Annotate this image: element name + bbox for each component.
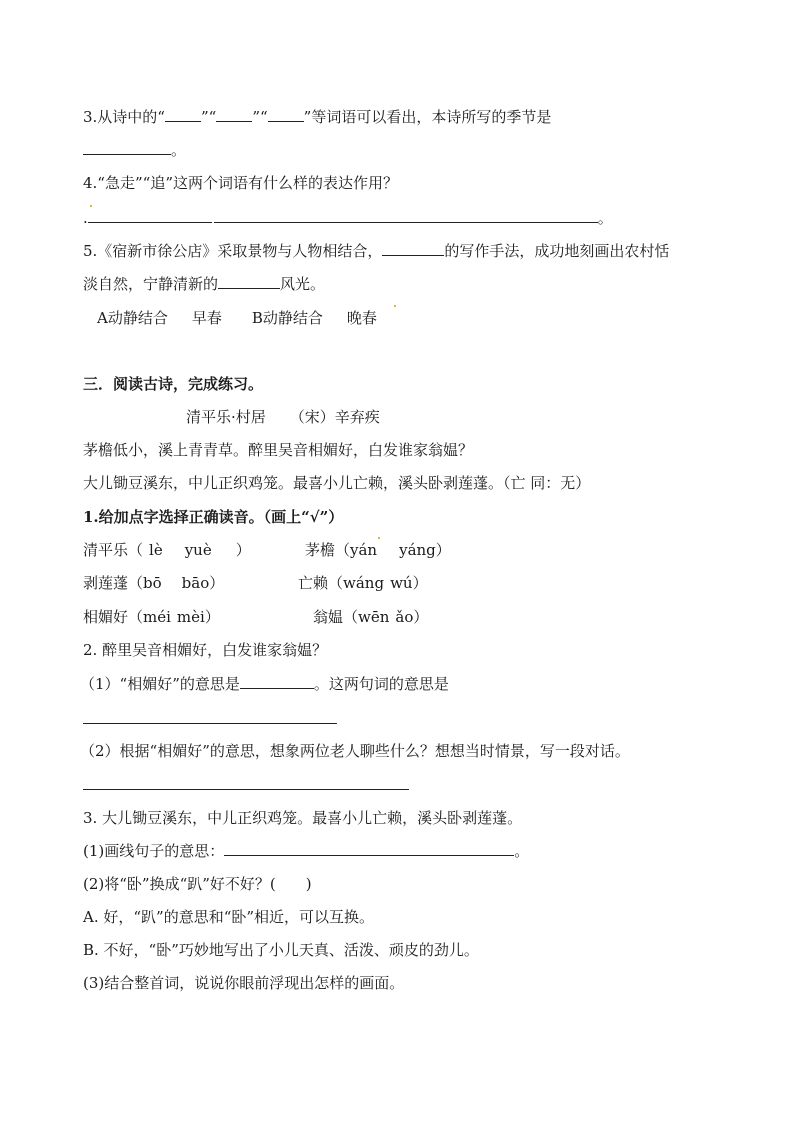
emphasis-dot (90, 205, 92, 207)
answer-line[interactable] (83, 723, 337, 724)
pinyin-option[interactable]: wú (390, 574, 413, 592)
section-3-heading: 三．阅读古诗，完成练习。 (83, 375, 264, 393)
pinyin-option[interactable]: ǎo (395, 608, 414, 626)
poem-line-1: 茅檐低小，溪上青青草。醉里吴音相媚好，白发谁家翁媪？ (83, 441, 474, 459)
pinyin-option[interactable]: bāo (181, 574, 210, 592)
question-3-3: (3)结合整首词，说说你眼前浮现出怎样的画面。 (83, 974, 405, 992)
pinyin-item: 茅檐（yán yáng） (305, 541, 451, 559)
question-3-option-a[interactable]: A. 好，“趴”的意思和“卧”相近，可以互换。 (83, 908, 375, 926)
question-2: 2. 醉里吴音相媚好，白发谁家翁媪？ (83, 641, 328, 659)
question-5: 5.《宿新市徐公店》采取景物与人物相结合， 的写作手法，成功地刻画出农村恬 (83, 242, 670, 260)
answer-blank[interactable] (240, 674, 314, 689)
answer-blank[interactable] (218, 274, 280, 289)
pinyin-item: 相媚好（méi mèi） (83, 608, 220, 626)
option-a[interactable]: A动静结合 (97, 309, 168, 327)
emphasis-dot (378, 537, 380, 539)
answer-blank[interactable] (83, 140, 171, 155)
poem-title-line (186, 407, 380, 427)
question-3-option-b[interactable]: B. 不好，“卧”巧妙地写出了小儿天真、活泼、顽皮的劲儿。 (83, 941, 479, 959)
question-2-1: （1）“相媚好”的意思是 。这两句词的意思是 (80, 675, 449, 693)
question-3-answer-line: 。 (83, 140, 186, 160)
pinyin-option[interactable]: yáng (399, 541, 436, 559)
pinyin-item: 亡赖（wáng wú） (298, 574, 428, 592)
poem-line-2: 大儿锄豆溪东，中儿正织鸡笼。最喜小儿亡赖，溪头卧剥莲蓬。（亡 同：无） (83, 474, 591, 492)
poem-author: （宋）辛弃疾 (289, 408, 380, 426)
question-3: 3. 大儿锄豆溪东，中儿正织鸡笼。最喜小儿亡赖，溪头卧剥莲蓬。 (83, 809, 523, 827)
question-3-2: (2)将“卧”换成“趴”好不好？( ) (83, 875, 312, 893)
question-1-heading: 1.给加点字选择正确读音。（画上“√”） (83, 508, 344, 526)
poem-title: 清平乐·村居 (186, 408, 266, 426)
pinyin-option[interactable]: lè (149, 541, 163, 559)
pinyin-option[interactable]: yuè (184, 541, 212, 559)
answer-blank[interactable] (268, 107, 304, 122)
question-5-options (97, 308, 377, 328)
answer-blank[interactable] (224, 841, 514, 856)
question-3-1: (1)画线句子的意思： 。 (83, 842, 530, 860)
pinyin-option[interactable]: méi (143, 608, 171, 626)
pinyin-option[interactable]: wēn (358, 608, 390, 626)
question-4-answer-line: . 。 (83, 209, 613, 227)
option-a-season[interactable]: 早春 (191, 309, 222, 327)
pinyin-item: 翁媪（wēn ǎo） (313, 608, 429, 626)
answer-blank[interactable] (216, 107, 252, 122)
question-4: 4.“急走”“追”这两个词语有什么样的表达作用？ (83, 174, 398, 192)
question-2-2: （2）根据“相媚好”的意思，想象两位老人聊些什么？想想当时情景，写一段对话。 (80, 742, 630, 760)
question-3-seasons: 3.从诗中的“ ”“ ”“ ”等词语可以看出，本诗所写的季节是 (83, 108, 552, 126)
option-b[interactable]: B动静结合 (251, 309, 323, 327)
pinyin-item: 剥莲蓬（bō bāo） (83, 574, 225, 592)
pinyin-option[interactable]: wáng (343, 574, 385, 592)
answer-blank[interactable] (88, 208, 212, 223)
emphasis-dot (394, 305, 396, 307)
answer-blank[interactable] (214, 208, 598, 223)
answer-line[interactable] (83, 789, 409, 790)
pinyin-option[interactable]: yán (350, 541, 378, 559)
pinyin-option[interactable]: mèi (176, 608, 205, 626)
pinyin-option[interactable]: bō (143, 574, 162, 592)
question-5-cont: 淡自然，宁静清新的 风光。 (83, 275, 326, 293)
answer-blank[interactable] (382, 241, 444, 256)
option-b-season[interactable]: 晚春 (346, 309, 377, 327)
pinyin-item: 清平乐（ lè yuè ） (83, 541, 251, 559)
answer-blank[interactable] (165, 107, 201, 122)
